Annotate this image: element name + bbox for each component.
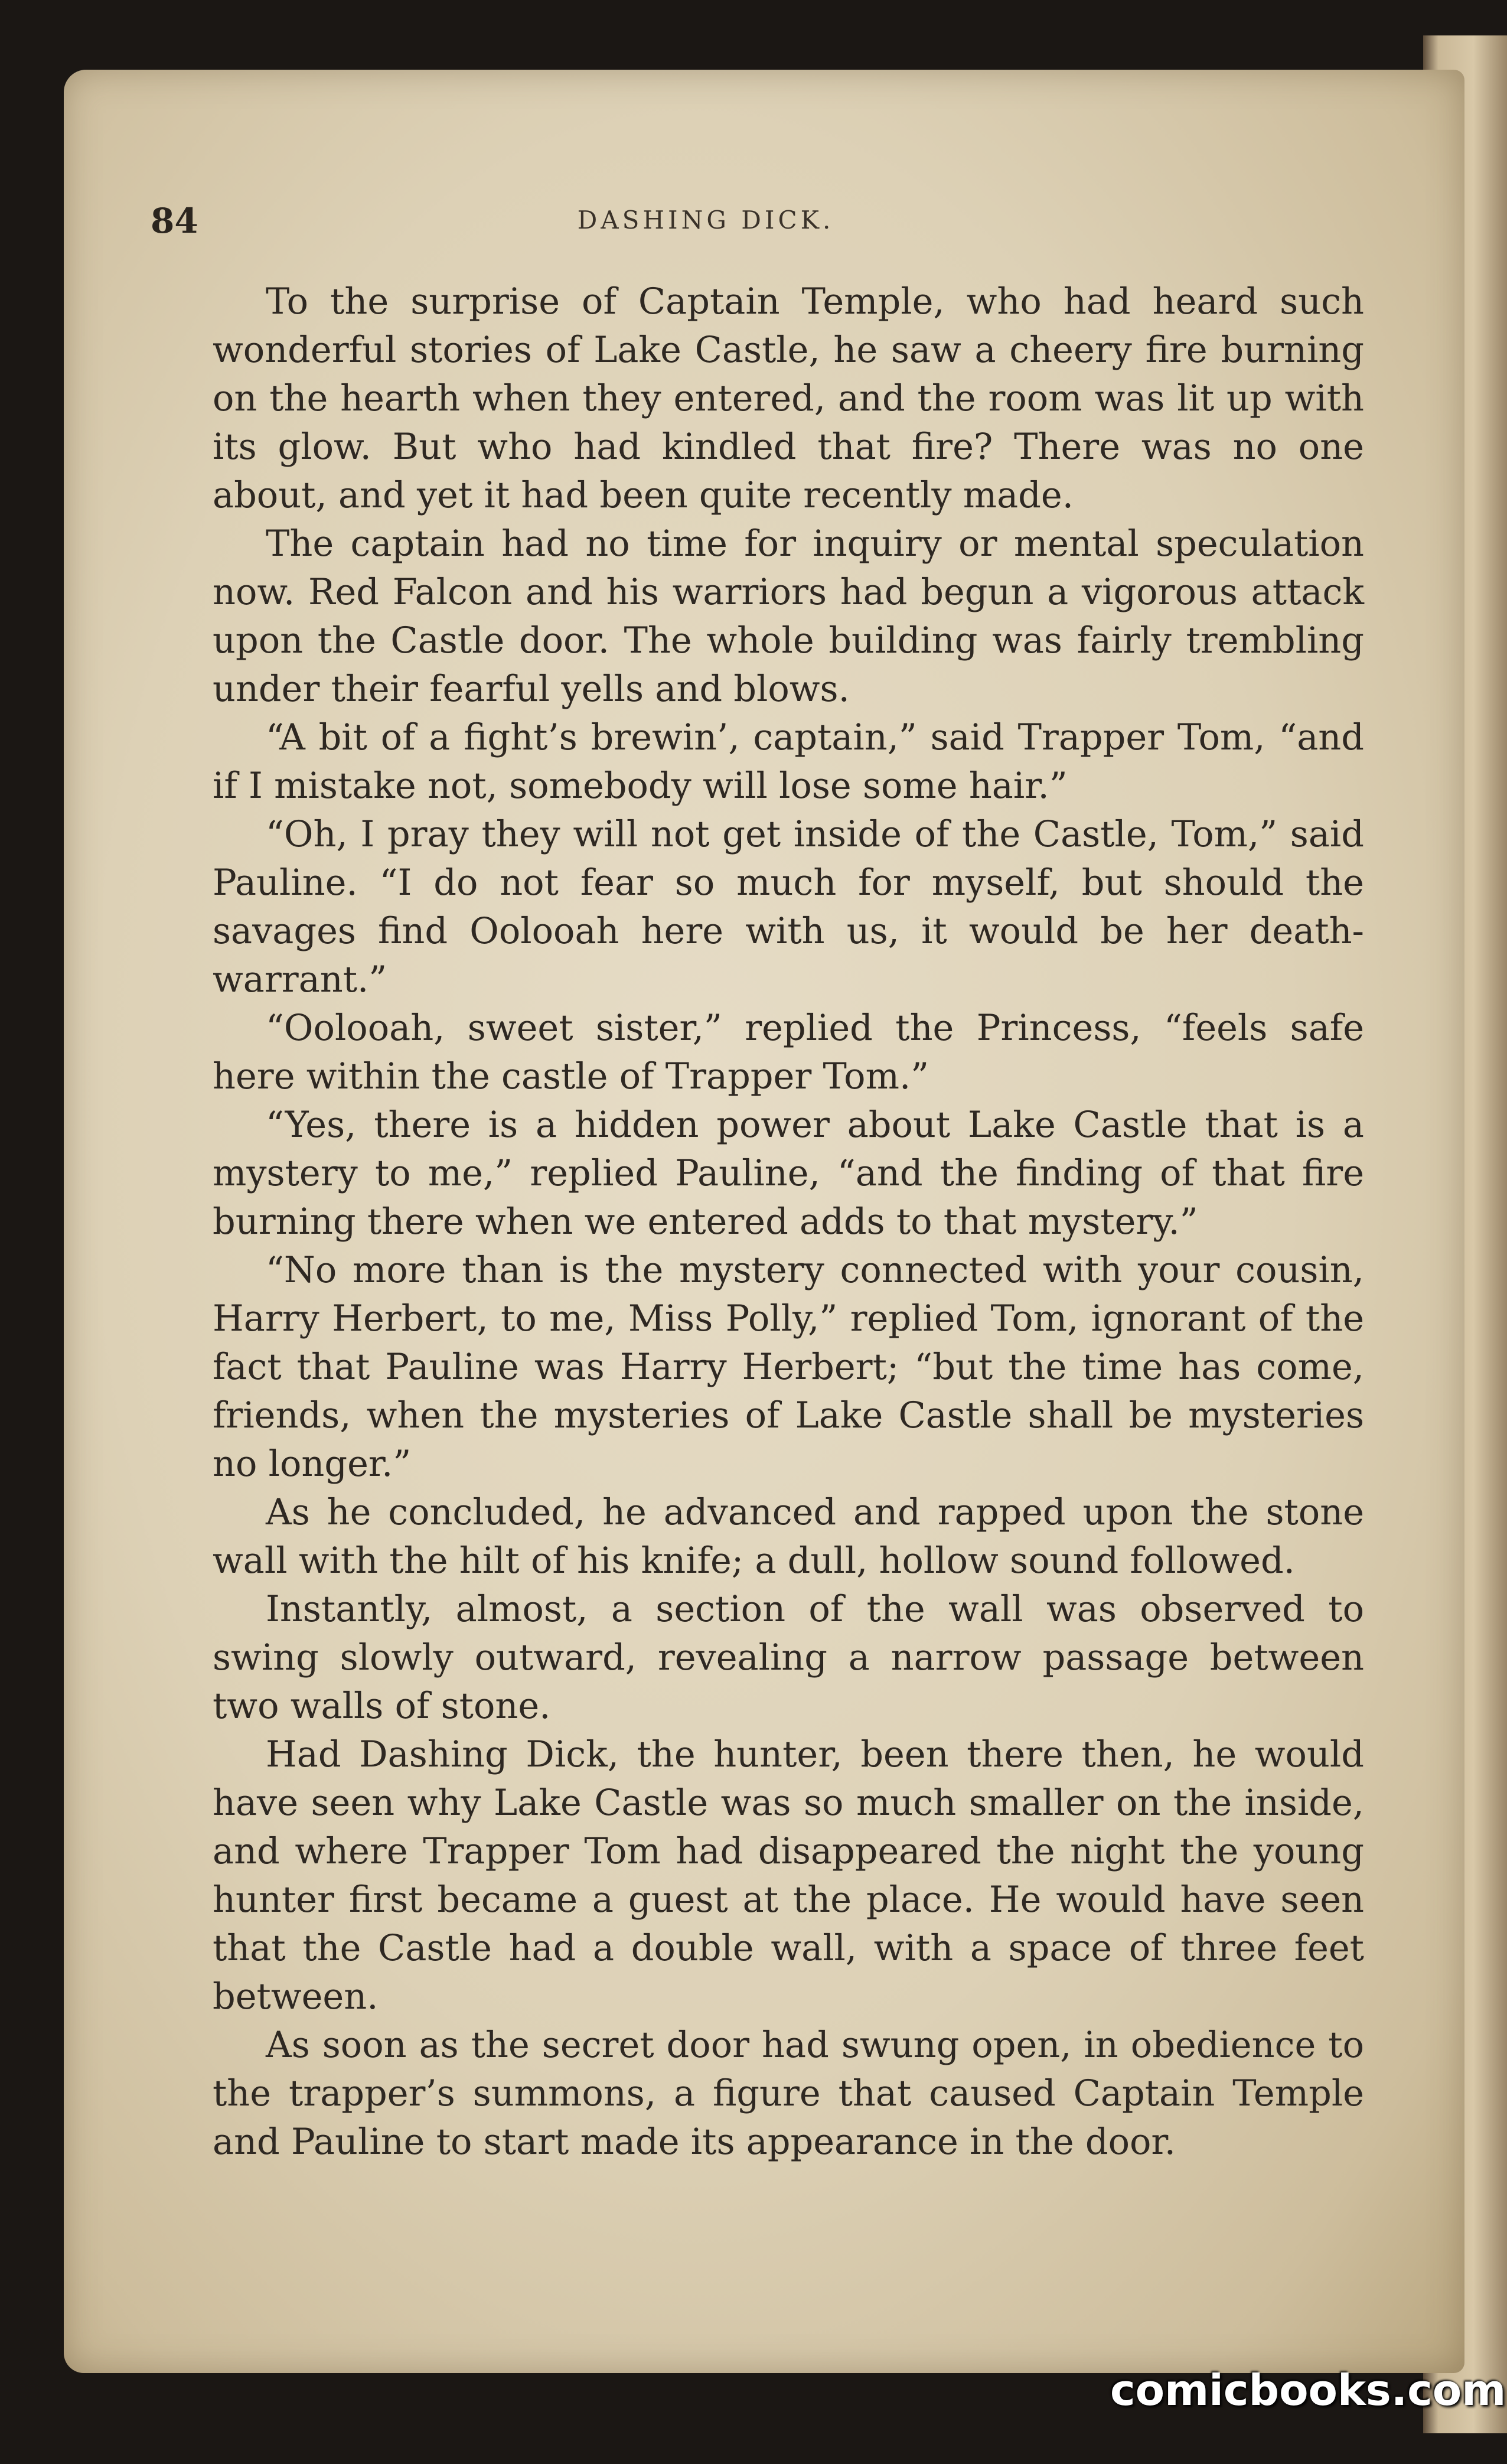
- paragraph: “No more than is the mystery connected with your cousin, Harry Herbert, to me, Miss Polly,” replied Tom, ignorant of the fact that Pauline was Harry Herbert; “but the time has come, friends, when the mysteries of Lake Castle shall be mysteries no longer.”: [213, 1250, 1364, 1485]
- paragraph: “A bit of a fight’s brewin’, captain,” said Trapper Tom, “and if I mistake not, somebody will lose some hair.”: [213, 717, 1364, 807]
- paragraph: As soon as the secret door had swung open, in obedience to the trapper’s summons, a figure that caused Captain Temple and Pauline to start made its appearance in the door.: [213, 2025, 1364, 2163]
- paragraph: Had Dashing Dick, the hunter, been there then, he would have seen why Lake Castle was so much smaller on the inside, and where Trapper Tom had disappeared the night the young hunter first became a guest at the place. He would have seen that the Castle had a double wall, with a space of three feet between.: [213, 1734, 1364, 2018]
- paragraph: As he concluded, he advanced and rapped upon the stone wall with the hilt of his knife; a dull, hollow sound followed.: [213, 1492, 1364, 1582]
- page-number: 84: [151, 201, 198, 241]
- paragraph: “Oolooah, sweet sister,” replied the Princess, “feels safe here within the castle of Trapper Tom.”: [213, 1008, 1364, 1097]
- running-head: [151, 201, 1261, 254]
- watermark: comicbooks.com: [1110, 2365, 1506, 2415]
- body-text: [213, 278, 1364, 2166]
- running-title: DASHING DICK.: [577, 206, 834, 234]
- paragraph: The captain had no time for inquiry or mental speculation now. Red Falcon and his warriors had begun a vigorous attack upon the Castle door. The whole building was fairly trembling under their fearful yells and blows.: [213, 523, 1364, 710]
- paragraph: Instantly, almost, a section of the wall was observed to swing slowly outward, revealing a narrow passage between two walls of stone.: [213, 1589, 1364, 1727]
- paragraph: “Yes, there is a hidden power about Lake Castle that is a mystery to me,” replied Pauline, “and the finding of that fire burning there when we entered adds to that mystery.”: [213, 1104, 1364, 1243]
- paragraph: “Oh, I pray they will not get inside of the Castle, Tom,” said Pauline. “I do not fear so much for myself, but should the savages find Oolooah here with us, it would be her death-warrant.”: [213, 814, 1364, 1000]
- paragraph: To the surprise of Captain Temple, who had heard such wonderful stories of Lake Castle, he saw a cheery fire burning on the hearth when they entered, and the room was lit up with its glow. But who had kindled that fire? There was no one about, and yet it had been quite recently made.: [213, 281, 1364, 516]
